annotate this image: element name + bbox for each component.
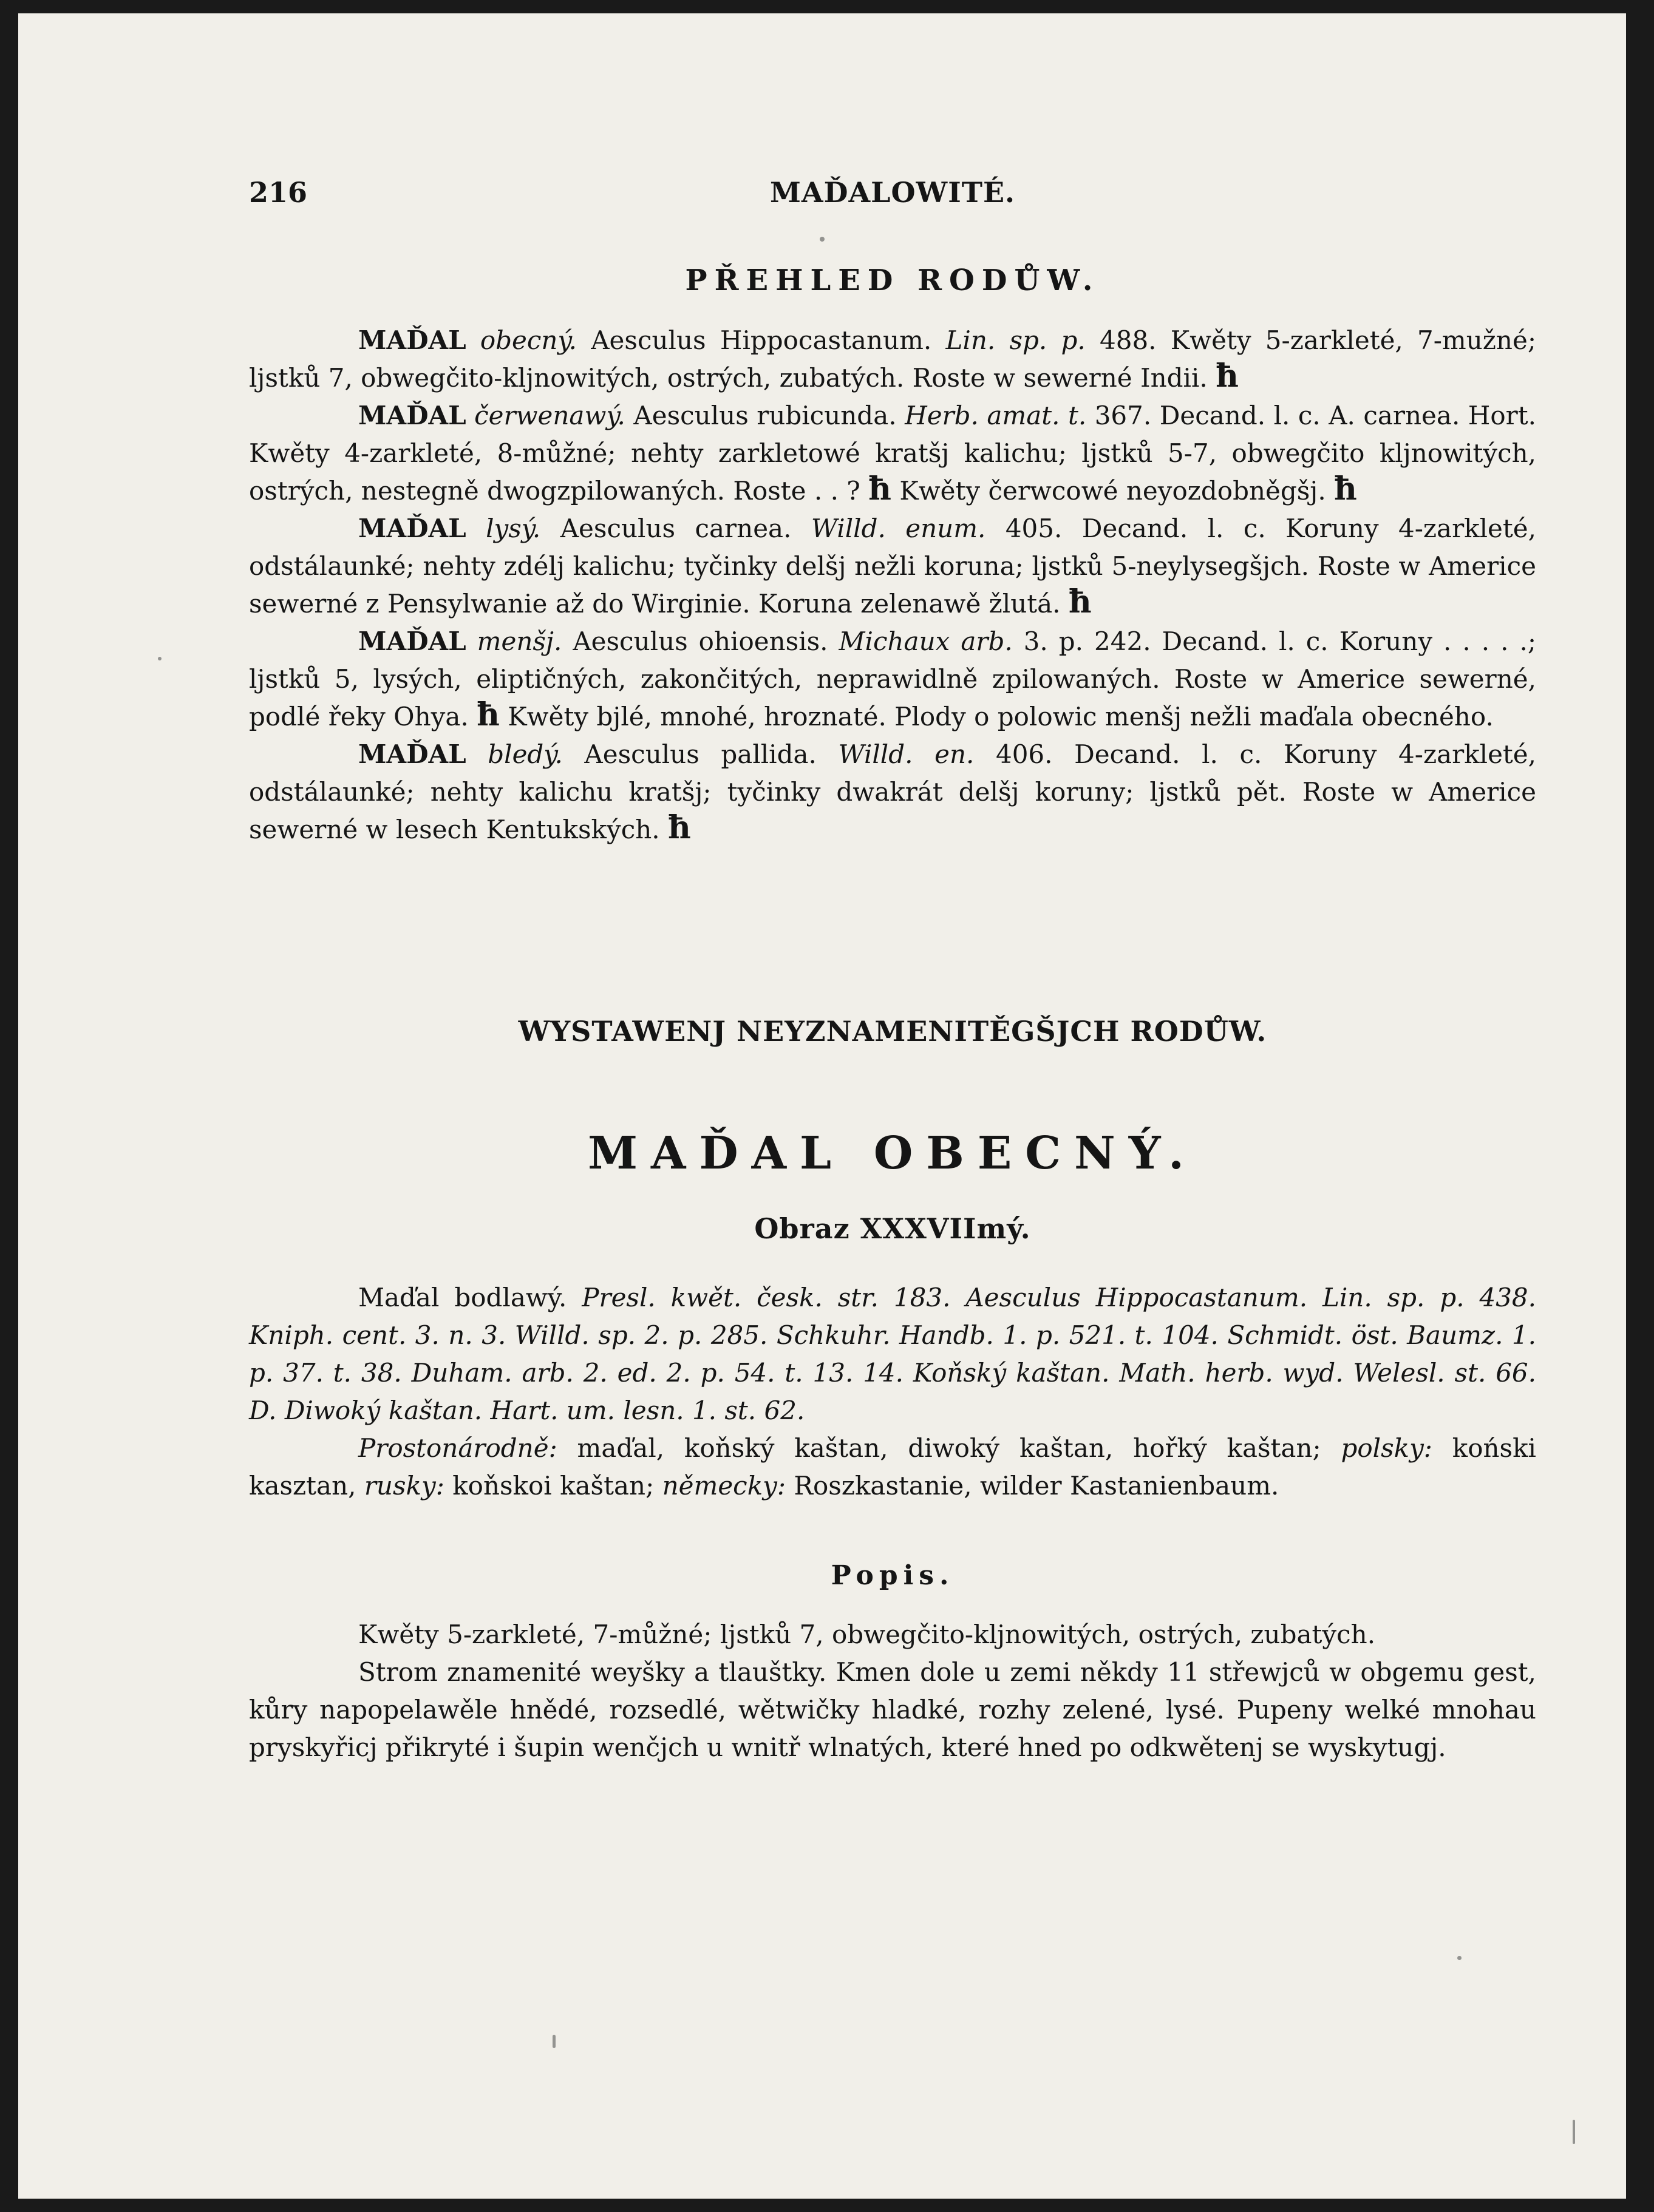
polish-names: koński kasztan, (249, 1433, 1536, 1501)
latin-name: Aesculus pallida. (562, 739, 839, 769)
description-paragraph: Kwěty 5-zarkleté, 7-můžné; ljstků 7, obwegčito-kljnowitých, ostrých, zubatých. (358, 1620, 1376, 1649)
latin-name: Aesculus carnea. (540, 514, 811, 543)
genus-name: MAĎAL (358, 401, 466, 430)
entry-text: 405. Decand. l. c. Koruny 4-zarkleté, odstálaunké; nehty zdélj kalichu; tyčinky delšj nežli koruna; ljstků 5-neylysegšjch. Roste w Americe sewerné z Pensylwanie až do Wirginie. Koruna zelenawě žlutá. (249, 514, 1536, 619)
tree-symbol-icon: ħ (1068, 583, 1092, 620)
description-block (249, 1616, 1536, 1766)
tree-symbol-icon: ħ (868, 470, 891, 507)
description-title: Popis. (831, 1560, 955, 1591)
entry-text: 488. Kwěty 5-zarkleté, 7-mužné; ljstků 7, obwegčito-kljnowitých, ostrých, zubatých. Roste w sewerné Indii. (249, 325, 1536, 393)
detailed-section-title: WYSTAWENJ NEYZNAMENITĚGŠJCH RODŮW. (518, 1015, 1267, 1048)
genus-name: MAĎAL (358, 325, 466, 355)
german-label: německy: (662, 1471, 786, 1501)
folk-label: Prostonárodně: (358, 1433, 557, 1463)
tree-symbol-icon: ħ (477, 696, 500, 733)
genus-name: MAĎAL (358, 626, 466, 656)
tree-symbol-icon: ħ (668, 809, 691, 846)
german-names: Roszkastanie, wilder Kastanienbaum. (786, 1471, 1279, 1501)
overview-title: PŘEHLED RODŮW. (685, 263, 1100, 297)
species-entry (249, 510, 1536, 623)
synonym-paragraph (249, 1279, 1536, 1430)
russian-names: koňskoi kaštan; (444, 1471, 662, 1501)
species-epithet: bledý. (488, 739, 563, 769)
species-title: MAĎAL OBECNÝ. (588, 1127, 1197, 1179)
paper-speck (1573, 2120, 1575, 2144)
tree-symbol-icon: ħ (1334, 470, 1357, 507)
latin-name: Aesculus ohioensis. (562, 626, 839, 656)
synonym-references: Presl. kwět. česk. str. 183. Aesculus Hippocastanum. Lin. sp. p. 438. Kniph. cent. 3. n. 3. Willd. sp. 2. p. 285. Schkuhr. Handb. 1. p. 521. t. 104. Schmidt. öst. Baumz. 1. p. 37. t. 38. Duham. arb. 2. ed. 2. p. 54. t. 13. 14. Koňský kaštan. Math. herb. wyd. Welesl. st. 66. D. Diwoký kaštan. Hart. um. lesn. 1. st. 62. (249, 1283, 1536, 1425)
page-number: 216 (249, 176, 308, 209)
species-entry (249, 736, 1536, 849)
reference: Herb. amat. t. (905, 401, 1087, 430)
reference: Willd. en. (838, 739, 975, 769)
tree-symbol-icon: ħ (1216, 358, 1239, 395)
entry-tail: Kwěty bjlé, mnohé, hroznaté. Plody o polowic menšj nežli maďala obecného. (499, 702, 1494, 731)
latin-name: Aesculus Hippocastanum. (576, 325, 946, 355)
paper-speck (553, 2035, 556, 2048)
species-entry (249, 397, 1536, 510)
paper-speck (820, 237, 825, 242)
reference: Lin. sp. p. (945, 325, 1086, 355)
russian-label: rusky: (364, 1471, 444, 1501)
species-epithet: obecný. (480, 325, 577, 355)
scanned-page (18, 13, 1626, 2199)
folk-names: maďal, koňský kaštan, diwoký kaštan, hořký kaštan; (557, 1433, 1341, 1463)
running-head: MAĎALOWITÉ. (769, 176, 1016, 209)
vernacular-paragraph (249, 1430, 1536, 1505)
entry-text: 367. Decand. l. c. A. carnea. Hort. Kwěty 4-zarkleté, 8-můžné; nehty zarkletowé kratšj kalichu; ljstků 5-7, obwegčito kljnowitých, ostrých, nestegně dwogzpilowaných. Roste . . ? (249, 401, 1536, 506)
page-header (249, 176, 1536, 219)
species-epithet: menšj. (477, 626, 562, 656)
species-epithet: lysý. (486, 514, 541, 543)
entry-text: 3. p. 242. Decand. l. c. Koruny . . . . .; ljstků 5, lysých, eliptičných, zakončitých, neprawidlně zpilowaných. Roste w Americe sewerné, podlé řeky Ohya. (249, 626, 1536, 731)
polish-label: polsky: (1341, 1433, 1432, 1463)
genus-overview (249, 322, 1536, 849)
paper-speck (158, 657, 162, 660)
plate-label: Obraz XXXVIImý. (754, 1212, 1031, 1245)
entry-tail: Kwěty čerwcowé neyozdobněgšj. (891, 476, 1335, 506)
genus-name: MAĎAL (358, 739, 466, 769)
entry-text: 406. Decand. l. c. Koruny 4-zarkleté, odstálaunké; nehty kalichu kratšj; tyčinky dwakrát delšj koruny; ljstků pět. Roste w Americe sewerné w lesech Kentukských. (249, 739, 1537, 844)
reference: Michaux arb. (839, 626, 1013, 656)
synonym-name: Maďal bodlawý. (358, 1283, 582, 1312)
description-paragraph: Strom znamenité weyšky a tlauštky. Kmen dole u zemi někdy 11 střewjců w obgemu gest, kůry napopelawěle hnědé, rozsedlé, wětwičky hladké, rozhy zelené, lysé. Pupeny welké mnohau pryskyřicj přikryté i šupin wenčjch u wnitř wlnatých, které hned po odkwětenj se wyskytugj. (249, 1657, 1536, 1762)
species-entry (249, 623, 1536, 736)
synonymy-block (249, 1279, 1536, 1505)
paper-speck (1457, 1956, 1462, 1960)
species-epithet: čerwenawý. (474, 401, 625, 430)
latin-name: Aesculus rubicunda. (625, 401, 905, 430)
species-entry (249, 322, 1536, 397)
reference: Willd. enum. (811, 514, 986, 543)
genus-name: MAĎAL (358, 514, 466, 543)
